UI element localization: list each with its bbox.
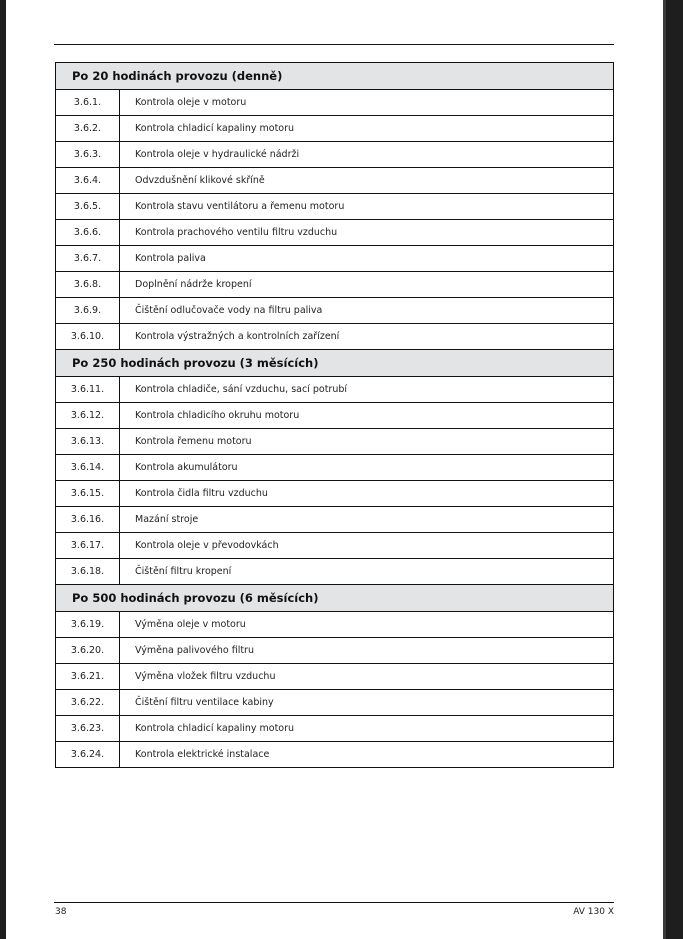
section-title: Po 500 hodinách provozu (6 měsících) <box>56 585 614 612</box>
item-description: Kontrola elektrické instalace <box>120 742 614 768</box>
table-row <box>56 690 614 716</box>
table-row <box>56 220 614 246</box>
model-name: AV 130 X <box>573 907 614 917</box>
item-number: 3.6.23. <box>56 716 120 742</box>
header-rule <box>54 44 614 45</box>
document-page <box>6 0 663 939</box>
table-row <box>56 246 614 272</box>
item-description: Mazání stroje <box>120 507 614 533</box>
item-number: 3.6.19. <box>56 612 120 638</box>
item-description: Výměna vložek filtru vzduchu <box>120 664 614 690</box>
item-number: 3.6.17. <box>56 533 120 559</box>
item-number: 3.6.7. <box>56 246 120 272</box>
item-number: 3.6.3. <box>56 142 120 168</box>
table-row <box>56 612 614 638</box>
item-number: 3.6.22. <box>56 690 120 716</box>
item-number: 3.6.21. <box>56 664 120 690</box>
section-title: Po 250 hodinách provozu (3 měsících) <box>56 350 614 377</box>
item-number: 3.6.5. <box>56 194 120 220</box>
section-header <box>56 63 614 90</box>
item-description: Výměna palivového filtru <box>120 638 614 664</box>
item-number: 3.6.14. <box>56 455 120 481</box>
table-row <box>56 638 614 664</box>
item-number: 3.6.15. <box>56 481 120 507</box>
table-row <box>56 377 614 403</box>
item-number: 3.6.10. <box>56 324 120 350</box>
item-description: Čištění odlučovače vody na filtru paliva <box>120 298 614 324</box>
item-number: 3.6.18. <box>56 559 120 585</box>
section-title: Po 20 hodinách provozu (denně) <box>56 63 614 90</box>
section-header <box>56 585 614 612</box>
table-row <box>56 559 614 585</box>
item-description: Doplnění nádrže kropení <box>120 272 614 298</box>
table-row <box>56 507 614 533</box>
table-row <box>56 742 614 768</box>
table-row <box>56 455 614 481</box>
table-row <box>56 481 614 507</box>
item-number: 3.6.1. <box>56 90 120 116</box>
item-description: Kontrola chladicí kapaliny motoru <box>120 716 614 742</box>
page-number: 38 <box>55 907 67 917</box>
footer-rule <box>54 902 614 903</box>
item-number: 3.6.20. <box>56 638 120 664</box>
maintenance-table <box>55 62 614 768</box>
section-header <box>56 350 614 377</box>
item-description: Kontrola výstražných a kontrolních zařízení <box>120 324 614 350</box>
item-description: Kontrola prachového ventilu filtru vzduchu <box>120 220 614 246</box>
table-row <box>56 429 614 455</box>
table-row <box>56 403 614 429</box>
table-row <box>56 142 614 168</box>
item-number: 3.6.2. <box>56 116 120 142</box>
viewer-edge <box>663 0 666 939</box>
table-row <box>56 116 614 142</box>
table-row <box>56 324 614 350</box>
item-number: 3.6.16. <box>56 507 120 533</box>
table-row <box>56 272 614 298</box>
item-number: 3.6.9. <box>56 298 120 324</box>
item-number: 3.6.12. <box>56 403 120 429</box>
table-row <box>56 194 614 220</box>
item-number: 3.6.4. <box>56 168 120 194</box>
item-description: Kontrola chladicího okruhu motoru <box>120 403 614 429</box>
item-number: 3.6.6. <box>56 220 120 246</box>
item-description: Výměna oleje v motoru <box>120 612 614 638</box>
item-description: Kontrola čidla filtru vzduchu <box>120 481 614 507</box>
item-description: Kontrola oleje v motoru <box>120 90 614 116</box>
table-row <box>56 533 614 559</box>
table-row <box>56 168 614 194</box>
table-row <box>56 90 614 116</box>
item-number: 3.6.8. <box>56 272 120 298</box>
item-description: Kontrola paliva <box>120 246 614 272</box>
item-description: Čištění filtru kropení <box>120 559 614 585</box>
table-row <box>56 716 614 742</box>
item-description: Odvzdušnění klikové skříně <box>120 168 614 194</box>
item-description: Čištění filtru ventilace kabiny <box>120 690 614 716</box>
item-description: Kontrola oleje v hydraulické nádrži <box>120 142 614 168</box>
item-description: Kontrola řemenu motoru <box>120 429 614 455</box>
item-number: 3.6.24. <box>56 742 120 768</box>
item-number: 3.6.11. <box>56 377 120 403</box>
item-description: Kontrola chladiče, sání vzduchu, sací potrubí <box>120 377 614 403</box>
item-description: Kontrola akumulátoru <box>120 455 614 481</box>
table-row <box>56 298 614 324</box>
item-number: 3.6.13. <box>56 429 120 455</box>
item-description: Kontrola oleje v převodovkách <box>120 533 614 559</box>
item-description: Kontrola stavu ventilátoru a řemenu motoru <box>120 194 614 220</box>
table-row <box>56 664 614 690</box>
item-description: Kontrola chladicí kapaliny motoru <box>120 116 614 142</box>
